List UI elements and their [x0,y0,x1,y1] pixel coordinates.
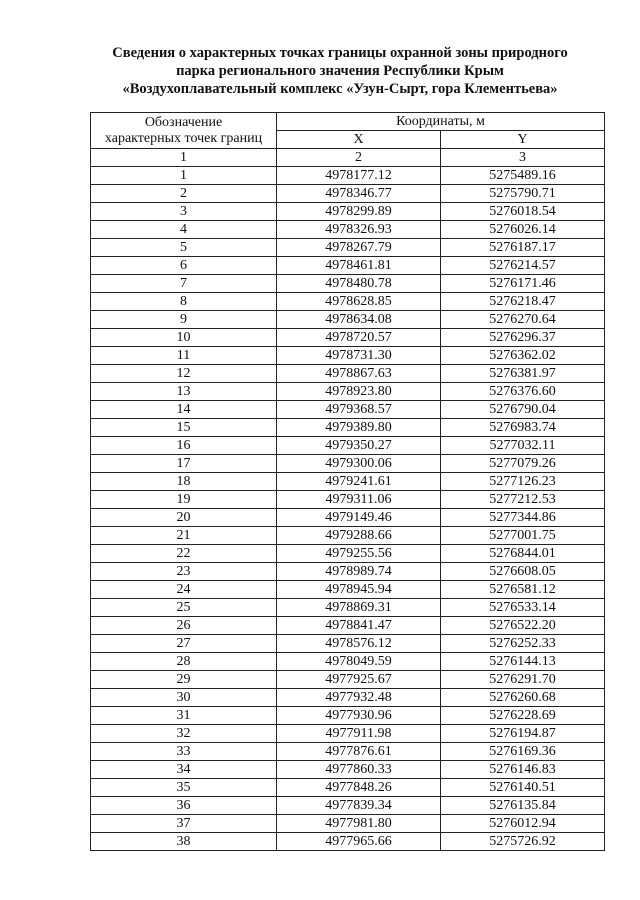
point-number-cell: 11 [91,347,277,365]
y-coordinate-cell: 5277344.86 [441,509,605,527]
x-coordinate-cell: 4978634.08 [277,311,441,329]
x-coordinate-cell: 4977839.34 [277,797,441,815]
point-number-cell: 8 [91,293,277,311]
x-coordinate-cell: 4978346.77 [277,185,441,203]
point-number-cell: 26 [91,617,277,635]
point-number-cell: 35 [91,779,277,797]
table-row [91,167,605,185]
y-coordinate-cell: 5276194.87 [441,725,605,743]
y-coordinate-cell: 5276983.74 [441,419,605,437]
point-number-cell: 29 [91,671,277,689]
x-coordinate-cell: 4977876.61 [277,743,441,761]
table-row [91,707,605,725]
y-coordinate-cell: 5276270.64 [441,311,605,329]
point-number-cell: 15 [91,419,277,437]
x-coordinate-cell: 4978867.63 [277,365,441,383]
x-coordinate-cell: 4978923.80 [277,383,441,401]
table-row [91,455,605,473]
table-row [91,527,605,545]
y-coordinate-cell: 5276522.20 [441,617,605,635]
y-coordinate-cell: 5276144.13 [441,653,605,671]
y-coordinate-cell: 5276790.04 [441,401,605,419]
table-row [91,221,605,239]
table-row [91,185,605,203]
point-number-cell: 34 [91,761,277,779]
point-number-cell: 23 [91,563,277,581]
table-row [91,491,605,509]
point-number-cell: 32 [91,725,277,743]
x-coordinate-cell: 4978326.93 [277,221,441,239]
table-row [91,293,605,311]
point-number-cell: 17 [91,455,277,473]
x-coordinate-cell: 4979368.57 [277,401,441,419]
x-coordinate-cell: 4977925.67 [277,671,441,689]
table-row [91,563,605,581]
table-row [91,419,605,437]
y-coordinate-cell: 5277079.26 [441,455,605,473]
y-header: Y [441,131,605,149]
y-coordinate-cell: 5276362.02 [441,347,605,365]
point-number-cell: 1 [91,167,277,185]
x-coordinate-cell: 4978731.30 [277,347,441,365]
point-number-cell: 7 [91,275,277,293]
x-coordinate-cell: 4978989.74 [277,563,441,581]
x-coordinate-cell: 4978869.31 [277,599,441,617]
column-number: 1 [91,149,277,167]
y-coordinate-cell: 5276146.83 [441,761,605,779]
x-coordinate-cell: 4979149.46 [277,509,441,527]
x-coordinate-cell: 4977932.48 [277,689,441,707]
table-row [91,761,605,779]
point-designation-header-line-1: Обозначение [144,114,223,130]
table-row [91,401,605,419]
point-number-cell: 22 [91,545,277,563]
point-number-cell: 37 [91,815,277,833]
column-number: 3 [441,149,605,167]
table-row [91,617,605,635]
table-row [91,653,605,671]
table-header [91,113,605,167]
table-row [91,815,605,833]
point-designation-header [91,113,277,149]
x-coordinate-cell: 4978945.94 [277,581,441,599]
point-number-cell: 13 [91,383,277,401]
point-number-cell: 16 [91,437,277,455]
x-coordinate-cell: 4977930.96 [277,707,441,725]
table-row [91,509,605,527]
y-coordinate-cell: 5276214.57 [441,257,605,275]
point-number-cell: 30 [91,689,277,707]
x-coordinate-cell: 4978049.59 [277,653,441,671]
y-coordinate-cell: 5276260.68 [441,689,605,707]
point-number-cell: 5 [91,239,277,257]
y-coordinate-cell: 5276844.01 [441,545,605,563]
table-row [91,437,605,455]
y-coordinate-cell: 5276018.54 [441,203,605,221]
table-row [91,743,605,761]
y-coordinate-cell: 5276012.94 [441,815,605,833]
y-coordinate-cell: 5276581.12 [441,581,605,599]
point-number-cell: 36 [91,797,277,815]
x-coordinate-cell: 4977981.80 [277,815,441,833]
header-row [91,113,605,131]
y-coordinate-cell: 5277032.11 [441,437,605,455]
title-line-1: Сведения о характерных точках границы охранной зоны природного [112,45,568,61]
point-number-cell: 12 [91,365,277,383]
x-coordinate-cell: 4978576.12 [277,635,441,653]
y-coordinate-cell: 5275790.71 [441,185,605,203]
table-row [91,365,605,383]
y-coordinate-cell: 5277001.75 [441,527,605,545]
y-coordinate-cell: 5275726.92 [441,833,605,851]
table-body [91,167,605,851]
y-coordinate-cell: 5276252.33 [441,635,605,653]
point-number-cell: 24 [91,581,277,599]
point-number-cell: 9 [91,311,277,329]
table-row [91,311,605,329]
y-coordinate-cell: 5276381.97 [441,365,605,383]
point-number-cell: 28 [91,653,277,671]
table-row [91,275,605,293]
table-row [91,779,605,797]
x-coordinate-cell: 4978628.85 [277,293,441,311]
point-number-cell: 2 [91,185,277,203]
y-coordinate-cell: 5276169.36 [441,743,605,761]
y-coordinate-cell: 5276171.46 [441,275,605,293]
x-coordinate-cell: 4977911.98 [277,725,441,743]
point-number-cell: 14 [91,401,277,419]
y-coordinate-cell: 5276218.47 [441,293,605,311]
x-coordinate-cell: 4979300.06 [277,455,441,473]
x-coordinate-cell: 4979255.56 [277,545,441,563]
x-coordinate-cell: 4978177.12 [277,167,441,185]
coordinates-table [90,112,605,851]
y-coordinate-cell: 5276608.05 [441,563,605,581]
x-coordinate-cell: 4977965.66 [277,833,441,851]
x-coordinate-cell: 4978480.78 [277,275,441,293]
x-coordinate-cell: 4978299.89 [277,203,441,221]
table-row [91,347,605,365]
y-coordinate-cell: 5277212.53 [441,491,605,509]
point-designation-header-line-2: характерных точек границ [104,130,263,146]
table-row [91,671,605,689]
y-coordinate-cell: 5276533.14 [441,599,605,617]
y-coordinate-cell: 5276026.14 [441,221,605,239]
point-number-cell: 25 [91,599,277,617]
table-row [91,581,605,599]
title-line-3: «Воздухоплавательный комплекс «Узун-Сырт, гора Клементьева» [122,81,558,97]
table-row [91,239,605,257]
title-line-2: парка регионального значения Республики Крым [176,63,504,79]
x-header: X [277,131,441,149]
x-coordinate-cell: 4977848.26 [277,779,441,797]
point-number-cell: 6 [91,257,277,275]
y-coordinate-cell: 5276135.84 [441,797,605,815]
point-number-cell: 10 [91,329,277,347]
point-number-cell: 4 [91,221,277,239]
y-coordinate-cell: 5276228.69 [441,707,605,725]
point-number-cell: 20 [91,509,277,527]
table-row [91,689,605,707]
point-number-cell: 19 [91,491,277,509]
x-coordinate-cell: 4979350.27 [277,437,441,455]
y-coordinate-cell: 5277126.23 [441,473,605,491]
y-coordinate-cell: 5276187.17 [441,239,605,257]
x-coordinate-cell: 4979241.61 [277,473,441,491]
table-row [91,545,605,563]
table-row [91,473,605,491]
point-number-cell: 33 [91,743,277,761]
table-row [91,635,605,653]
table-row [91,833,605,851]
x-coordinate-cell: 4978841.47 [277,617,441,635]
table-row [91,329,605,347]
x-coordinate-cell: 4979389.80 [277,419,441,437]
point-number-cell: 27 [91,635,277,653]
x-coordinate-cell: 4978267.79 [277,239,441,257]
table-row [91,257,605,275]
document-title [80,44,600,98]
point-number-cell: 38 [91,833,277,851]
point-number-cell: 18 [91,473,277,491]
x-coordinate-cell: 4977860.33 [277,761,441,779]
table-row [91,797,605,815]
y-coordinate-cell: 5276376.60 [441,383,605,401]
table-row [91,599,605,617]
table-row [91,203,605,221]
y-coordinate-cell: 5276291.70 [441,671,605,689]
x-coordinate-cell: 4979311.06 [277,491,441,509]
x-coordinate-cell: 4978720.57 [277,329,441,347]
point-number-cell: 3 [91,203,277,221]
y-coordinate-cell: 5276296.37 [441,329,605,347]
x-coordinate-cell: 4979288.66 [277,527,441,545]
y-coordinate-cell: 5276140.51 [441,779,605,797]
column-number: 2 [277,149,441,167]
point-number-cell: 31 [91,707,277,725]
y-coordinate-cell: 5275489.16 [441,167,605,185]
point-number-cell: 21 [91,527,277,545]
table-row [91,383,605,401]
coordinates-header: Координаты, м [277,113,605,131]
column-number-row [91,149,605,167]
table-row [91,725,605,743]
x-coordinate-cell: 4978461.81 [277,257,441,275]
